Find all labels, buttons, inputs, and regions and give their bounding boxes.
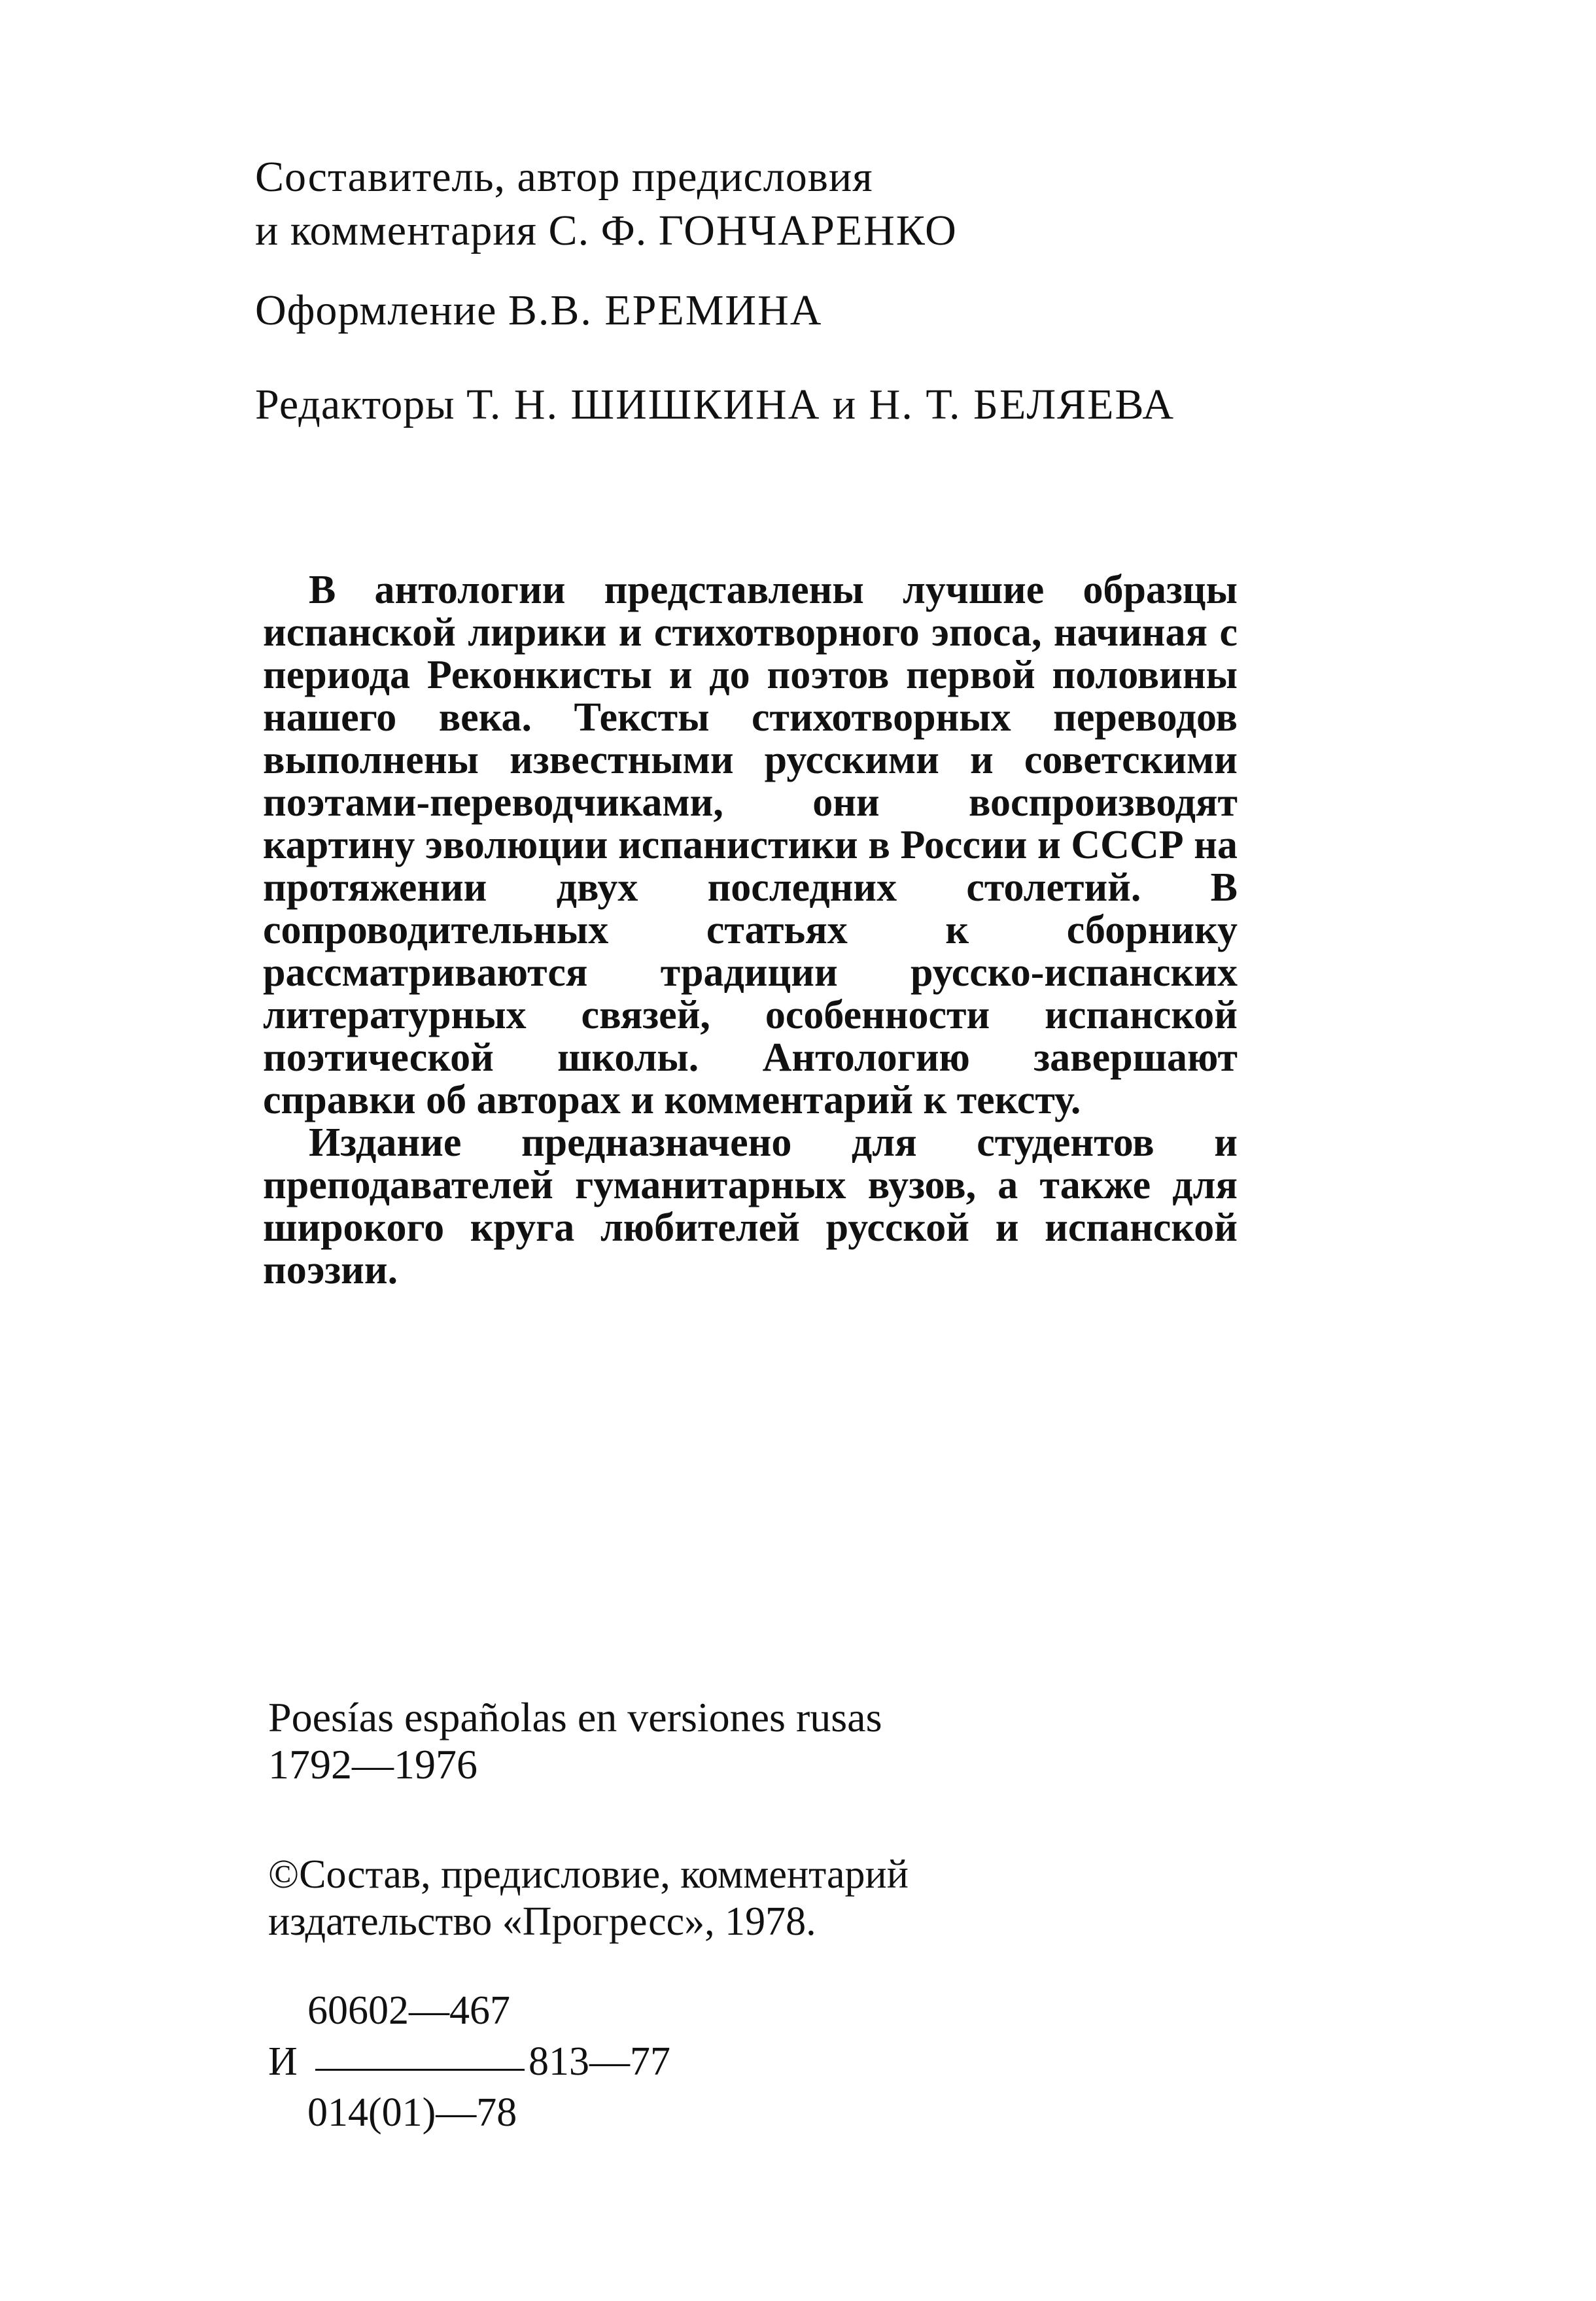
credits-block xyxy=(255,150,1367,432)
original-title-block xyxy=(268,1694,1380,1788)
index-code-block xyxy=(268,1985,1053,2138)
editors-credit-line xyxy=(255,378,1367,432)
copyright-line-1: ©Состав, предисловие, комментарий xyxy=(268,1852,909,1897)
copyright-line-2: издательство «Прогресс», 1978. xyxy=(268,1899,816,1944)
compiler-credit-line-1: Составитель, автор предисловия xyxy=(255,153,873,201)
index-code-numerator: 60602—467 xyxy=(307,1988,510,2033)
annotation-paragraph-2: Издание предназначено для студентов и преподавателей гуманитарных вузов, а также для широкого круга любителей русской и испанской поэзии. xyxy=(263,1120,1238,1292)
original-title-line-2: 1792—1976 xyxy=(268,1741,477,1788)
design-credit-prefix: Оформление xyxy=(255,286,508,334)
index-code-row-bottom xyxy=(268,2087,1053,2138)
compiler-name: ГОНЧАРЕНКО xyxy=(658,207,958,254)
annotation-paragraph-1: В антологии представлены лучшие образцы испанской лирики и стихотворного эпоса, начиная с периода Реконкисты и до поэтов первой половины нашего века. Тексты стихотворных переводов выполнены известными русскими и советскими поэтами-переводчиками, они воспроизводят картину эволюции испанистики в России и СССР на протяжении двух последних столетий. В сопроводительных статьях к сборнику рассматриваются традиции русско-испанских литературных связей, особенности испанской поэтической школы. Антологию завершают справки об авторах и комментарий к тексту. xyxy=(263,568,1238,1122)
index-code-letter: И xyxy=(268,2039,298,2084)
index-code-row-middle xyxy=(268,2036,1053,2087)
design-credit-line xyxy=(255,284,1367,337)
index-code-row-top xyxy=(268,1985,1053,2036)
compiler-credit-line-2 xyxy=(255,204,1367,258)
designer-name: В.В. ЕРЕМИНА xyxy=(508,286,823,334)
annotation-block xyxy=(263,569,1238,1292)
index-code-fraction-rule xyxy=(315,2069,525,2071)
index-code-right: 813—77 xyxy=(529,2039,670,2084)
editors-credit-prefix: Редакторы xyxy=(255,381,467,428)
original-title-line-1: Poesías españolas en versiones rusas xyxy=(268,1694,882,1740)
editors-names: Т. Н. ШИШКИНА и Н. Т. БЕЛЯЕВА xyxy=(466,381,1175,428)
compiler-credit-prefix: и комментария С. Ф. xyxy=(255,207,659,254)
index-code-denominator: 014(01)—78 xyxy=(307,2090,517,2135)
copyright-block xyxy=(268,1851,1380,1945)
